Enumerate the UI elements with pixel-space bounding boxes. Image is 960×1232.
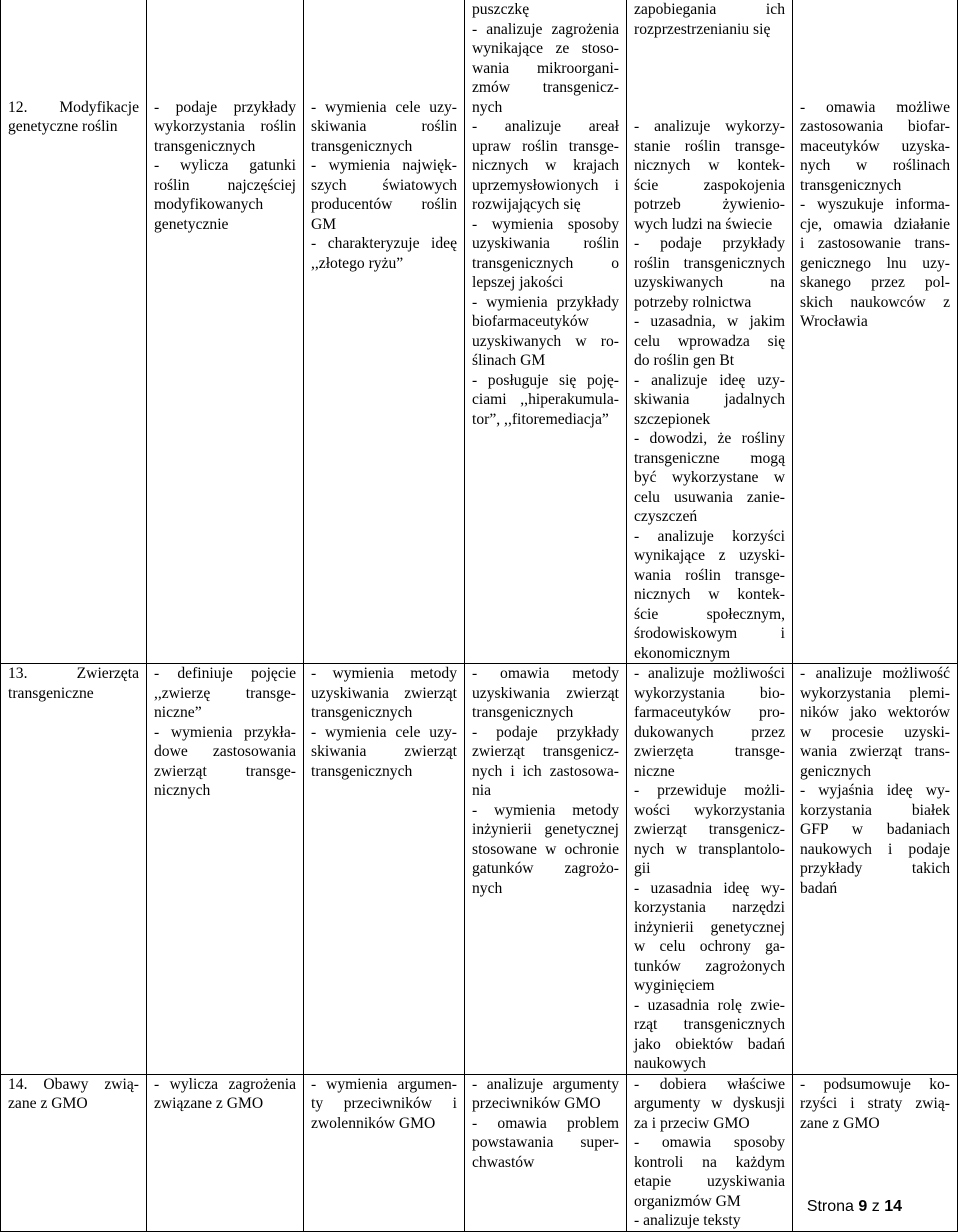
outstanding-requirements-cell (793, 664, 958, 1075)
cell-text-line: ście społecznym, (634, 605, 785, 623)
cell-text-line: uzyskiwania zwierząt (472, 684, 619, 702)
cell-text-line: korzystania narzędzi (634, 899, 785, 916)
basic-requirements-cell (147, 1074, 304, 1231)
cell-text-line: - omawia możliwe (800, 98, 950, 116)
cell-text-line: argumenty w dyskusji (634, 1095, 785, 1112)
cell-text-line: wykorzystania bio- (634, 684, 785, 702)
cell-text-line: wania mikroorgani- (472, 59, 619, 77)
cell-text-line: nych (472, 98, 503, 116)
cell-text-line: - podaje przykłady (472, 723, 619, 741)
cell-text-line: genicznych (800, 762, 872, 780)
cell-text-line: Wrocławia (800, 313, 868, 330)
cell-text-line: - wymienia cele uzy- (311, 723, 457, 741)
cell-text-line: uzyskiwanych na (634, 274, 785, 291)
cell-text-line: celu wprowadza się (634, 332, 785, 350)
cell-text-line: zwierząt transge- (154, 762, 296, 780)
cell-text-line: uzyskiwanych w ro- (472, 332, 619, 350)
cell-text-line: rozprzestrzenianiu się (634, 20, 771, 38)
cell-text-line (8, 0, 139, 20)
cell-text-line: uzyskiwania zwierząt (311, 684, 457, 702)
cell-text-line: organizmów GM (634, 1192, 741, 1210)
advanced-requirements-cell (627, 1074, 793, 1231)
cell-text-line: dukowanych przez (634, 723, 785, 741)
cell-text-line: - uzasadnia ideę wy- (634, 879, 785, 897)
cell-text-line (800, 20, 950, 40)
cell-text-line: transgeniczne (8, 684, 94, 702)
cell-text-line: - wymienia przykła- (154, 723, 296, 741)
cell-text-line: jako obiektów badań (634, 1035, 785, 1053)
cell-text-line: transgenicznych o (472, 254, 619, 272)
cell-text-line (154, 59, 296, 79)
cell-text-line: transgenicznych (472, 704, 574, 721)
cell-text-line: - posługuje się poję- (472, 371, 619, 389)
cell-text-line: nia (472, 782, 492, 799)
cell-text-line: 14. Obawy zwią- (8, 1075, 139, 1093)
cell-text-line: producentów roślin (311, 196, 457, 213)
cell-text-line: zwierząt transgenicz- (634, 821, 785, 838)
cell-text-line: biofarmaceutyków (472, 313, 589, 330)
cell-text-line: - podaje przykłady (634, 235, 785, 252)
cell-text-line: celu usuwania zanie- (634, 488, 785, 506)
cell-text-line: genetycznie (154, 215, 229, 233)
cell-text-line: - analizuje korzyści (634, 527, 785, 545)
cell-text-line: nicznych w krajach (472, 157, 619, 174)
cell-text-line (154, 0, 296, 20)
cell-text-line: inżynierii genetycznej (472, 821, 619, 838)
cell-text-line: upraw roślin transge- (472, 137, 619, 155)
cell-text-line: zwolenników GMO (311, 1114, 436, 1132)
complex-requirements-cell (465, 1074, 627, 1231)
cell-text-line (311, 39, 457, 59)
cell-text-line: skiwania jadalnych (634, 391, 785, 408)
cell-text-line: - podsumowuje ko- (800, 1075, 950, 1093)
cell-text-line: etapie uzyskiwania (634, 1173, 785, 1190)
cell-text-line: - omawia metody (472, 665, 619, 682)
complex-requirements-cell (465, 664, 627, 1075)
cell-text-line: skiwania zwierząt (311, 743, 457, 760)
cell-text-line: uprzemysłowionych i (472, 176, 619, 194)
cell-text-line: GFP w badaniach (800, 821, 950, 838)
cell-text-line: nych w roślinach (800, 157, 950, 174)
cell-text-line: GM (311, 215, 337, 233)
cell-text-line: 12. Modyfikacje (8, 98, 139, 116)
cell-text-line: chwastów (472, 1153, 535, 1171)
cell-text-line: ślinach GM (472, 352, 546, 369)
cell-text-line: czyszczeń (634, 508, 698, 525)
cell-text-line: zwierząt transgenicz- (472, 743, 619, 760)
cell-text-line: zastosowania biofar- (800, 118, 950, 135)
cell-text-line: - analizuje wykorzy- (634, 118, 785, 135)
cell-text-line: nych i ich zastosowa- (472, 762, 619, 780)
cell-text-line: zapobiegania ich (634, 1, 785, 18)
cell-text-line: - podaje przykłady (154, 98, 296, 116)
cell-text-line: genicznego lnu uzy- (800, 254, 950, 272)
cell-text-line: transgenicznych (154, 137, 256, 155)
cell-text-line: maceutyków uzyska- (800, 137, 950, 155)
cell-text-line (8, 20, 139, 40)
cell-text-line: ciami ,,hiperakumula- (472, 391, 619, 408)
cell-text-line: tor”, ,,fitoremediacja” (472, 410, 609, 428)
cell-text-line: wania roślin transge- (634, 566, 785, 584)
cell-text-line: ,,zwierzę transge- (154, 684, 296, 702)
cell-text-line: rzyści i straty zwią- (800, 1095, 950, 1112)
cell-text-line: skanego przez pol- (800, 274, 950, 291)
cell-text-line: transgenicznych (311, 704, 413, 721)
cell-text-line: - analizuje argumenty (472, 1075, 619, 1093)
cell-text-line: wyginięciem (634, 977, 715, 994)
cell-text-line: 13. Zwierzęta (8, 665, 139, 682)
cell-text-line: lepszej jakości (472, 274, 564, 291)
cell-text-line: szych światowych (311, 176, 457, 194)
cell-text-line: naukowych (634, 1055, 706, 1072)
footer-prefix: Strona (806, 1198, 859, 1215)
cell-text-line (634, 98, 785, 118)
extended-requirements-cell (304, 1074, 465, 1231)
complex-requirements-cell (465, 0, 627, 664)
cell-text-line (311, 20, 457, 40)
cell-text-line: - wyszukuje informa- (800, 196, 950, 213)
cell-text-line: nych (472, 879, 503, 897)
cell-text-line: - wymienia cele uzy- (311, 98, 457, 116)
cell-text-line: transgenicznych (311, 137, 413, 155)
cell-text-line: - wymienia najwięk- (311, 157, 457, 174)
cell-text-line: - omawia sposoby (634, 1134, 785, 1151)
cell-text-line: potrzeby rolnictwa (634, 293, 752, 311)
extended-requirements-cell (304, 664, 465, 1075)
cell-text-line: wynikające ze stoso- (472, 40, 619, 57)
outstanding-requirements-cell (793, 0, 958, 664)
cell-text-line: genetyczne roślin (8, 118, 118, 135)
cell-text-line: ty przeciwników i (311, 1095, 457, 1112)
extended-requirements-cell (304, 0, 465, 664)
cell-text-line (634, 39, 785, 59)
advanced-requirements-cell (627, 664, 793, 1075)
cell-text-line (154, 39, 296, 59)
cell-text-line: wykorzystania roślin (154, 118, 296, 135)
cell-text-line: farmaceutyków pro- (634, 704, 785, 721)
cell-text-line: - wymienia metody (311, 665, 457, 682)
basic-requirements-cell (147, 664, 304, 1075)
cell-text-line: ście zaspokojenia (634, 176, 785, 194)
cell-text-line: - wylicza zagrożenia (154, 1075, 296, 1093)
cell-text-line: za i przeciw GMO (634, 1114, 750, 1132)
cell-text-line: - analizuje zagrożenia (472, 20, 619, 38)
cell-text-line: stosowane w ochronie (472, 840, 619, 858)
cell-text-line: szczepionek (634, 410, 711, 428)
cell-text-line: nych w transplantolo- (634, 840, 785, 858)
cell-text-line: tunków zagrożonych (634, 957, 785, 975)
cell-text-line: stanie roślin transge- (634, 137, 785, 155)
topic-cell (1, 0, 147, 664)
cell-text-line (154, 78, 296, 98)
footer-of: z (867, 1198, 885, 1215)
cell-text-line: - analizuje ideę uzy- (634, 371, 785, 389)
cell-text-line: wynikające z uzyski- (634, 547, 785, 564)
cell-text-line: skiwania roślin (311, 118, 457, 135)
cell-text-line: - definiuje pojęcie (154, 665, 296, 682)
cell-text-line: - omawia problem (472, 1114, 619, 1132)
cell-text-line (634, 59, 785, 79)
cell-text-line: ników jako wektorów (800, 704, 950, 721)
cell-text-line (154, 20, 296, 40)
cell-text-line: nicznych w kontek- (634, 586, 785, 603)
cell-text-line: - charakteryzuje ideę (311, 235, 457, 252)
cell-text-line: wykorzystania plemi- (800, 684, 950, 702)
cell-text-line: - analizuje teksty (634, 1212, 741, 1229)
cell-text-line: rząt transgenicznych (634, 1016, 785, 1033)
cell-text-line: roślin transgenicznych (634, 254, 785, 272)
cell-text-line (800, 78, 950, 98)
cell-text-line: dowe zastosowania (154, 743, 296, 760)
cell-text-line: niczne (634, 762, 675, 780)
cell-text-line: przykłady takich (800, 860, 950, 877)
cell-text-line: wych ludzi na świecie (634, 215, 773, 233)
advanced-requirements-cell (627, 0, 793, 664)
cell-text-line: - wyjaśnia ideę wy- (800, 782, 950, 799)
page-footer (807, 1198, 902, 1216)
cell-text-line: kontroli na każdym (634, 1153, 785, 1171)
footer-page-number: 9 (858, 1198, 868, 1215)
cell-text-line: do roślin gen Bt (634, 352, 735, 369)
cell-text-line: transgenicznych (311, 762, 413, 780)
cell-text-line: transgenicznych (800, 176, 902, 194)
cell-text-line: - analizuje możliwości (634, 665, 785, 682)
cell-text-line: - analizuje areał (472, 118, 619, 135)
cell-text-line (311, 59, 457, 79)
cell-text-line: - przewiduje możli- (634, 782, 785, 799)
cell-text-line: - uzasadnia rolę zwie- (634, 996, 785, 1014)
cell-text-line (800, 59, 950, 79)
cell-text-line: wości wykorzystania (634, 801, 785, 819)
cell-text-line: nicznych (154, 782, 211, 799)
cell-text-line: inżynierii genetycznej (634, 918, 785, 936)
cell-text-line (311, 78, 457, 98)
topic-cell (1, 664, 147, 1075)
cell-text-line: być wykorzystane w (634, 469, 785, 486)
cell-text-line: gatunków zagrożo- (472, 860, 619, 877)
table-row (1, 0, 958, 664)
cell-text-line: rozwijających się (472, 196, 581, 213)
cell-text-line: i zastosowanie trans- (800, 235, 950, 252)
cell-text-line: środowiskowym i (634, 625, 785, 642)
cell-text-line: ekonomicznym (634, 644, 731, 662)
cell-text-line: przeciwników GMO (472, 1095, 601, 1112)
cell-text-line: skich naukowców z (800, 293, 950, 311)
cell-text-line: korzystania białek (800, 801, 950, 819)
cell-text-line (8, 39, 139, 59)
cell-text-line (800, 0, 950, 20)
cell-text-line (311, 0, 457, 20)
cell-text-line: powstawania super- (472, 1134, 619, 1151)
footer-total-pages: 14 (884, 1198, 902, 1215)
cell-text-line: gii (634, 860, 651, 877)
cell-text-line: - wylicza gatunki (154, 157, 296, 174)
cell-text-line: zane z GMO (8, 1095, 88, 1112)
cell-text-line: potrzeb żywienio- (634, 196, 785, 213)
cell-text-line: ,,złotego ryżu” (311, 254, 404, 272)
cell-text-line: - dowodzi, że rośliny (634, 430, 785, 447)
basic-requirements-cell (147, 0, 304, 664)
cell-text-line: - wymienia metody (472, 801, 619, 819)
cell-text-line: niczne” (154, 704, 202, 721)
cell-text-line (8, 78, 139, 98)
cell-text-line: modyfikowanych (154, 196, 264, 213)
cell-text-line: wania zwierząt trans- (800, 743, 950, 760)
cell-text-line: zmów transgenicz- (472, 79, 619, 96)
cell-text-line: - wymienia przykłady (472, 293, 619, 311)
cell-text-line: - uzasadnia, w jakim (634, 313, 785, 330)
cell-text-line: badań (800, 879, 838, 897)
cell-text-line: transgeniczne mogą (634, 449, 785, 467)
cell-text-line: związane z GMO (154, 1095, 264, 1112)
cell-text-line (800, 39, 950, 59)
cell-text-line: - dobiera właściwe (634, 1075, 785, 1093)
cell-text-line: zwierzęta transge- (634, 743, 785, 760)
cell-text-line (634, 78, 785, 98)
cell-text-line: - analizuje możliwość (800, 665, 950, 682)
topic-cell (1, 1074, 147, 1231)
cell-text-line: w celu ochrony ga- (634, 938, 785, 955)
cell-text-line: - wymienia sposoby (472, 215, 619, 233)
cell-text-line: nicznych w kontek- (634, 157, 785, 174)
cell-text-line: - wymienia argumen- (311, 1075, 457, 1093)
cell-text-line: w procesie uzyski- (800, 723, 950, 741)
table-row (1, 664, 958, 1075)
cell-text-line (8, 59, 139, 79)
cell-text-line: cje, omawia działanie (800, 215, 950, 233)
cell-text-line: uzyskiwania roślin (472, 235, 619, 252)
cell-text-line: zane z GMO (800, 1114, 880, 1132)
cell-text-line: puszczkę (472, 1, 530, 18)
cell-text-line: naukowych i podaje (800, 840, 950, 858)
cell-text-line: roślin najczęściej (154, 176, 296, 194)
